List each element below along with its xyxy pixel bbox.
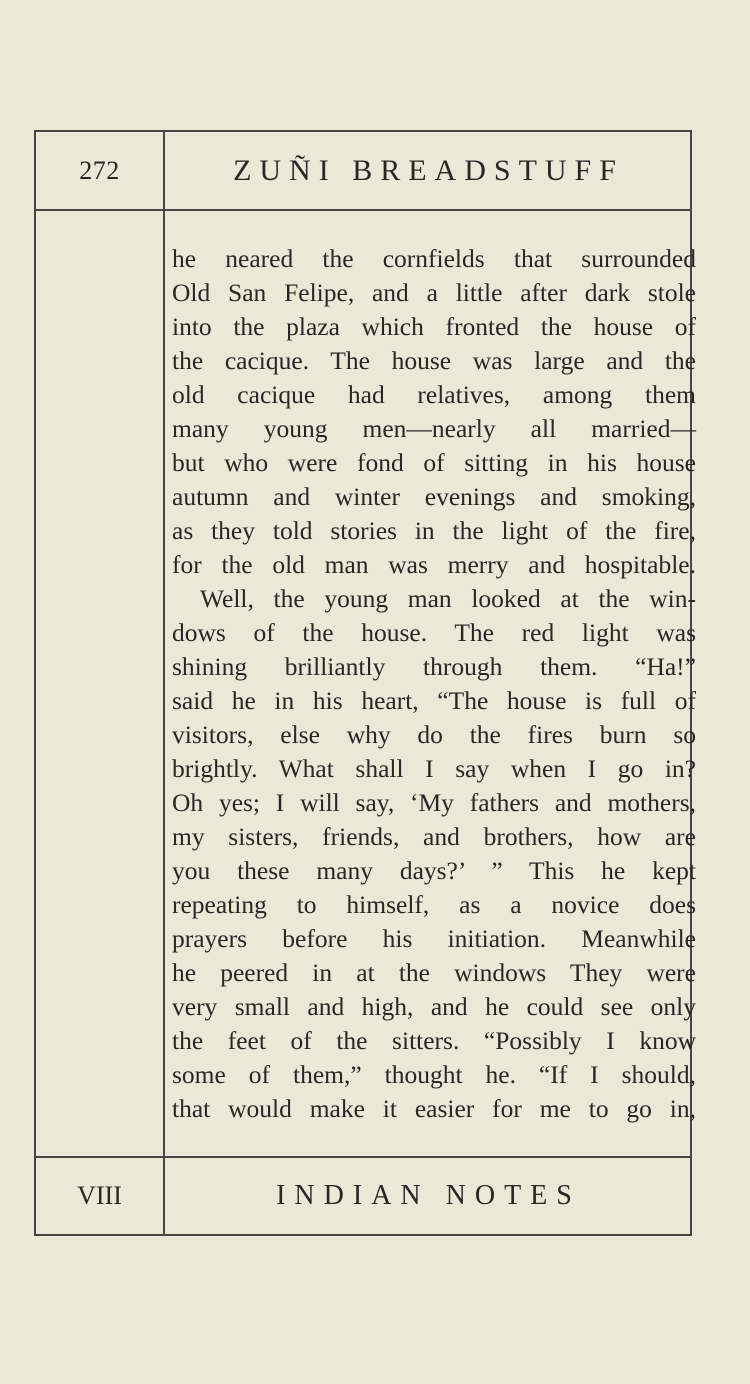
book-page-frame: [34, 130, 696, 1236]
text-line: you these many days?’ ” This he kept: [172, 856, 696, 885]
text-line: he peered in at the windows They were: [172, 958, 696, 987]
text-line: visitors, else why do the fires burn so: [172, 720, 696, 749]
text-line: he neared the cornfields that surrounded: [172, 244, 696, 273]
text-line: the cacique. The house was large and the: [172, 346, 696, 375]
text-line: the feet of the sitters. “Possibly I know: [172, 1026, 696, 1055]
text-line: dows of the house. The red light was: [172, 618, 696, 647]
body-text: [172, 242, 696, 1126]
text-line: prayers before his initiation. Meanwhile: [172, 924, 696, 953]
text-line: as they told stories in the light of the fire,: [172, 516, 696, 545]
text-line: some of them,” thought he. “If I should,: [172, 1060, 696, 1089]
text-line: that would make it easier for me to go in,: [172, 1094, 696, 1123]
page-number: 272: [79, 155, 120, 185]
text-line: but who were fond of sitting in his house: [172, 448, 696, 477]
text-line: very small and high, and he could see only: [172, 992, 696, 1021]
header-rule: [36, 209, 690, 211]
text-line: old cacique had relatives, among them: [172, 380, 696, 409]
text-line: brightly. What shall I say when I go in?: [172, 754, 696, 783]
text-line: shining brilliantly through them. “Ha!”: [172, 652, 696, 681]
text-line: Old San Felipe, and a little after dark stole: [172, 278, 696, 307]
text-line: into the plaza which fronted the house of: [172, 312, 696, 341]
margin-rule: [163, 132, 165, 1234]
text-line: for the old man was merry and hospitable.: [172, 550, 696, 579]
text-line: repeating to himself, as a novice does: [172, 890, 696, 919]
text-line: said he in his heart, “The house is full of: [172, 686, 696, 715]
text-line: Oh yes; I will say, ‘My fathers and mothers,: [172, 788, 696, 817]
text-line: many young men—nearly all married—: [172, 414, 696, 443]
running-foot: INDIAN NOTES: [276, 1180, 581, 1211]
volume-number: VIII: [77, 1181, 122, 1210]
text-line: my sisters, friends, and brothers, how are: [172, 822, 696, 851]
text-line: Well, the young man looked at the win-: [200, 584, 696, 613]
text-line: autumn and winter evenings and smoking,: [172, 482, 696, 511]
running-title: ZUÑI BREADSTUFF: [233, 153, 624, 187]
